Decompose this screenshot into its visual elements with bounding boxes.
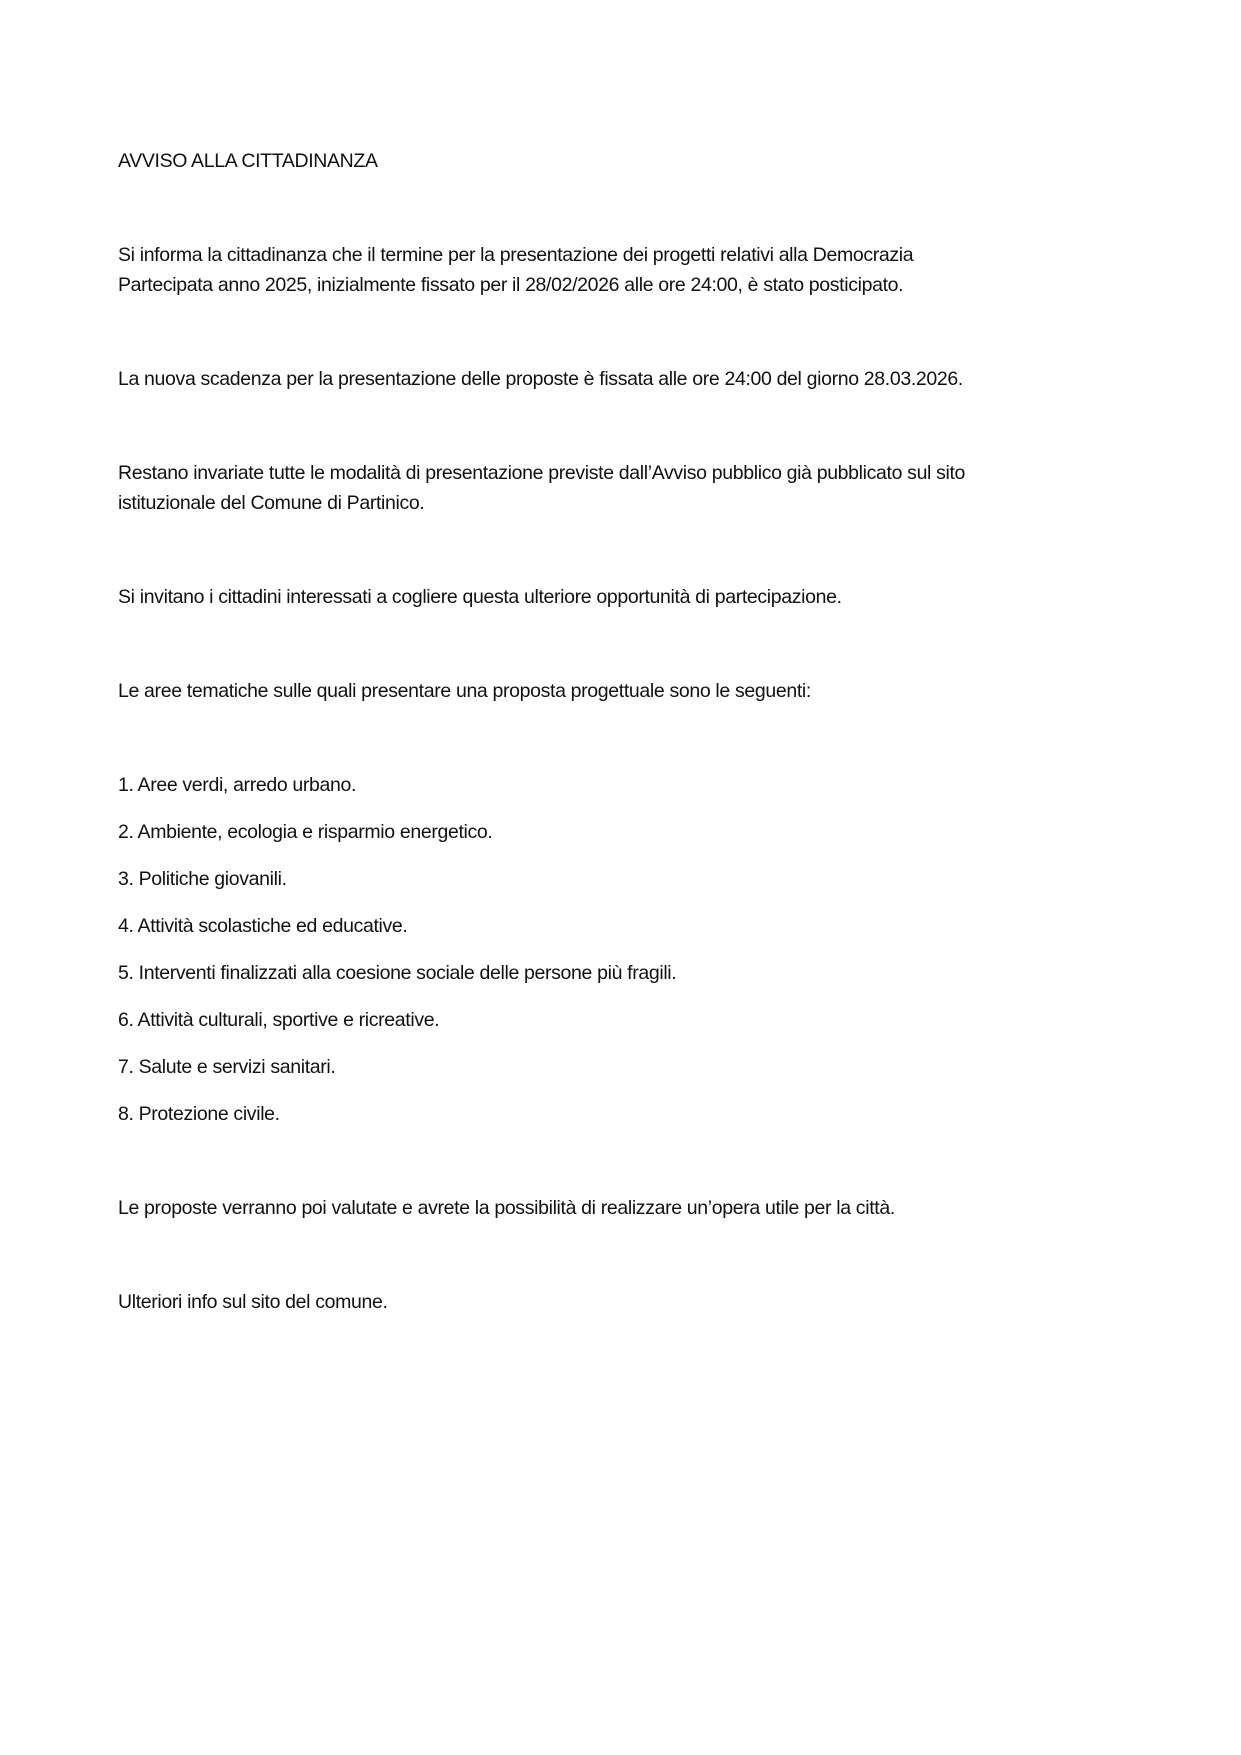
paragraph-modalities-line-2: istituzionale del Comune di Partinico.: [118, 492, 425, 514]
themes-intro: Le aree tematiche sulle quali presentare una proposta progettuale sono le seguenti:: [118, 680, 811, 702]
paragraph-deadline-line-1: Si informa la cittadinanza che il termine per la presentazione dei progetti relativi alla Democrazia: [118, 244, 914, 266]
theme-item: 4. Attività scolastiche ed educative.: [118, 915, 408, 937]
paragraph-invitation: Si invitano i cittadini interessati a cogliere questa ulteriore opportunità di partecipazione.: [118, 586, 842, 608]
paragraph-more-info: Ulteriori info sul sito del comune.: [118, 1291, 388, 1313]
paragraph-modalities-line-1: Restano invariate tutte le modalità di presentazione previste dall’Avviso pubblico già pubblicato sul sito: [118, 462, 966, 484]
paragraph-new-deadline: La nuova scadenza per la presentazione delle proposte è fissata alle ore 24:00 del giorno 28.03.2026.: [118, 368, 963, 390]
notice-title: AVVISO ALLA CITTADINANZA: [118, 150, 378, 172]
theme-item: 6. Attività culturali, sportive e ricreative.: [118, 1009, 440, 1031]
paragraph-evaluation: Le proposte verranno poi valutate e avrete la possibilità di realizzare un’opera utile per la città.: [118, 1197, 895, 1219]
theme-item: 5. Interventi finalizzati alla coesione sociale delle persone più fragili.: [118, 962, 677, 984]
theme-item: 2. Ambiente, ecologia e risparmio energetico.: [118, 821, 493, 843]
theme-item: 7. Salute e servizi sanitari.: [118, 1056, 336, 1078]
paragraph-deadline-line-2: Partecipata anno 2025, inizialmente fissato per il 28/02/2026 alle ore 24:00, è stato posticipato.: [118, 274, 904, 296]
theme-item: 1. Aree verdi, arredo urbano.: [118, 774, 357, 796]
theme-item: 8. Protezione civile.: [118, 1103, 280, 1125]
theme-item: 3. Politiche giovanili.: [118, 868, 287, 890]
